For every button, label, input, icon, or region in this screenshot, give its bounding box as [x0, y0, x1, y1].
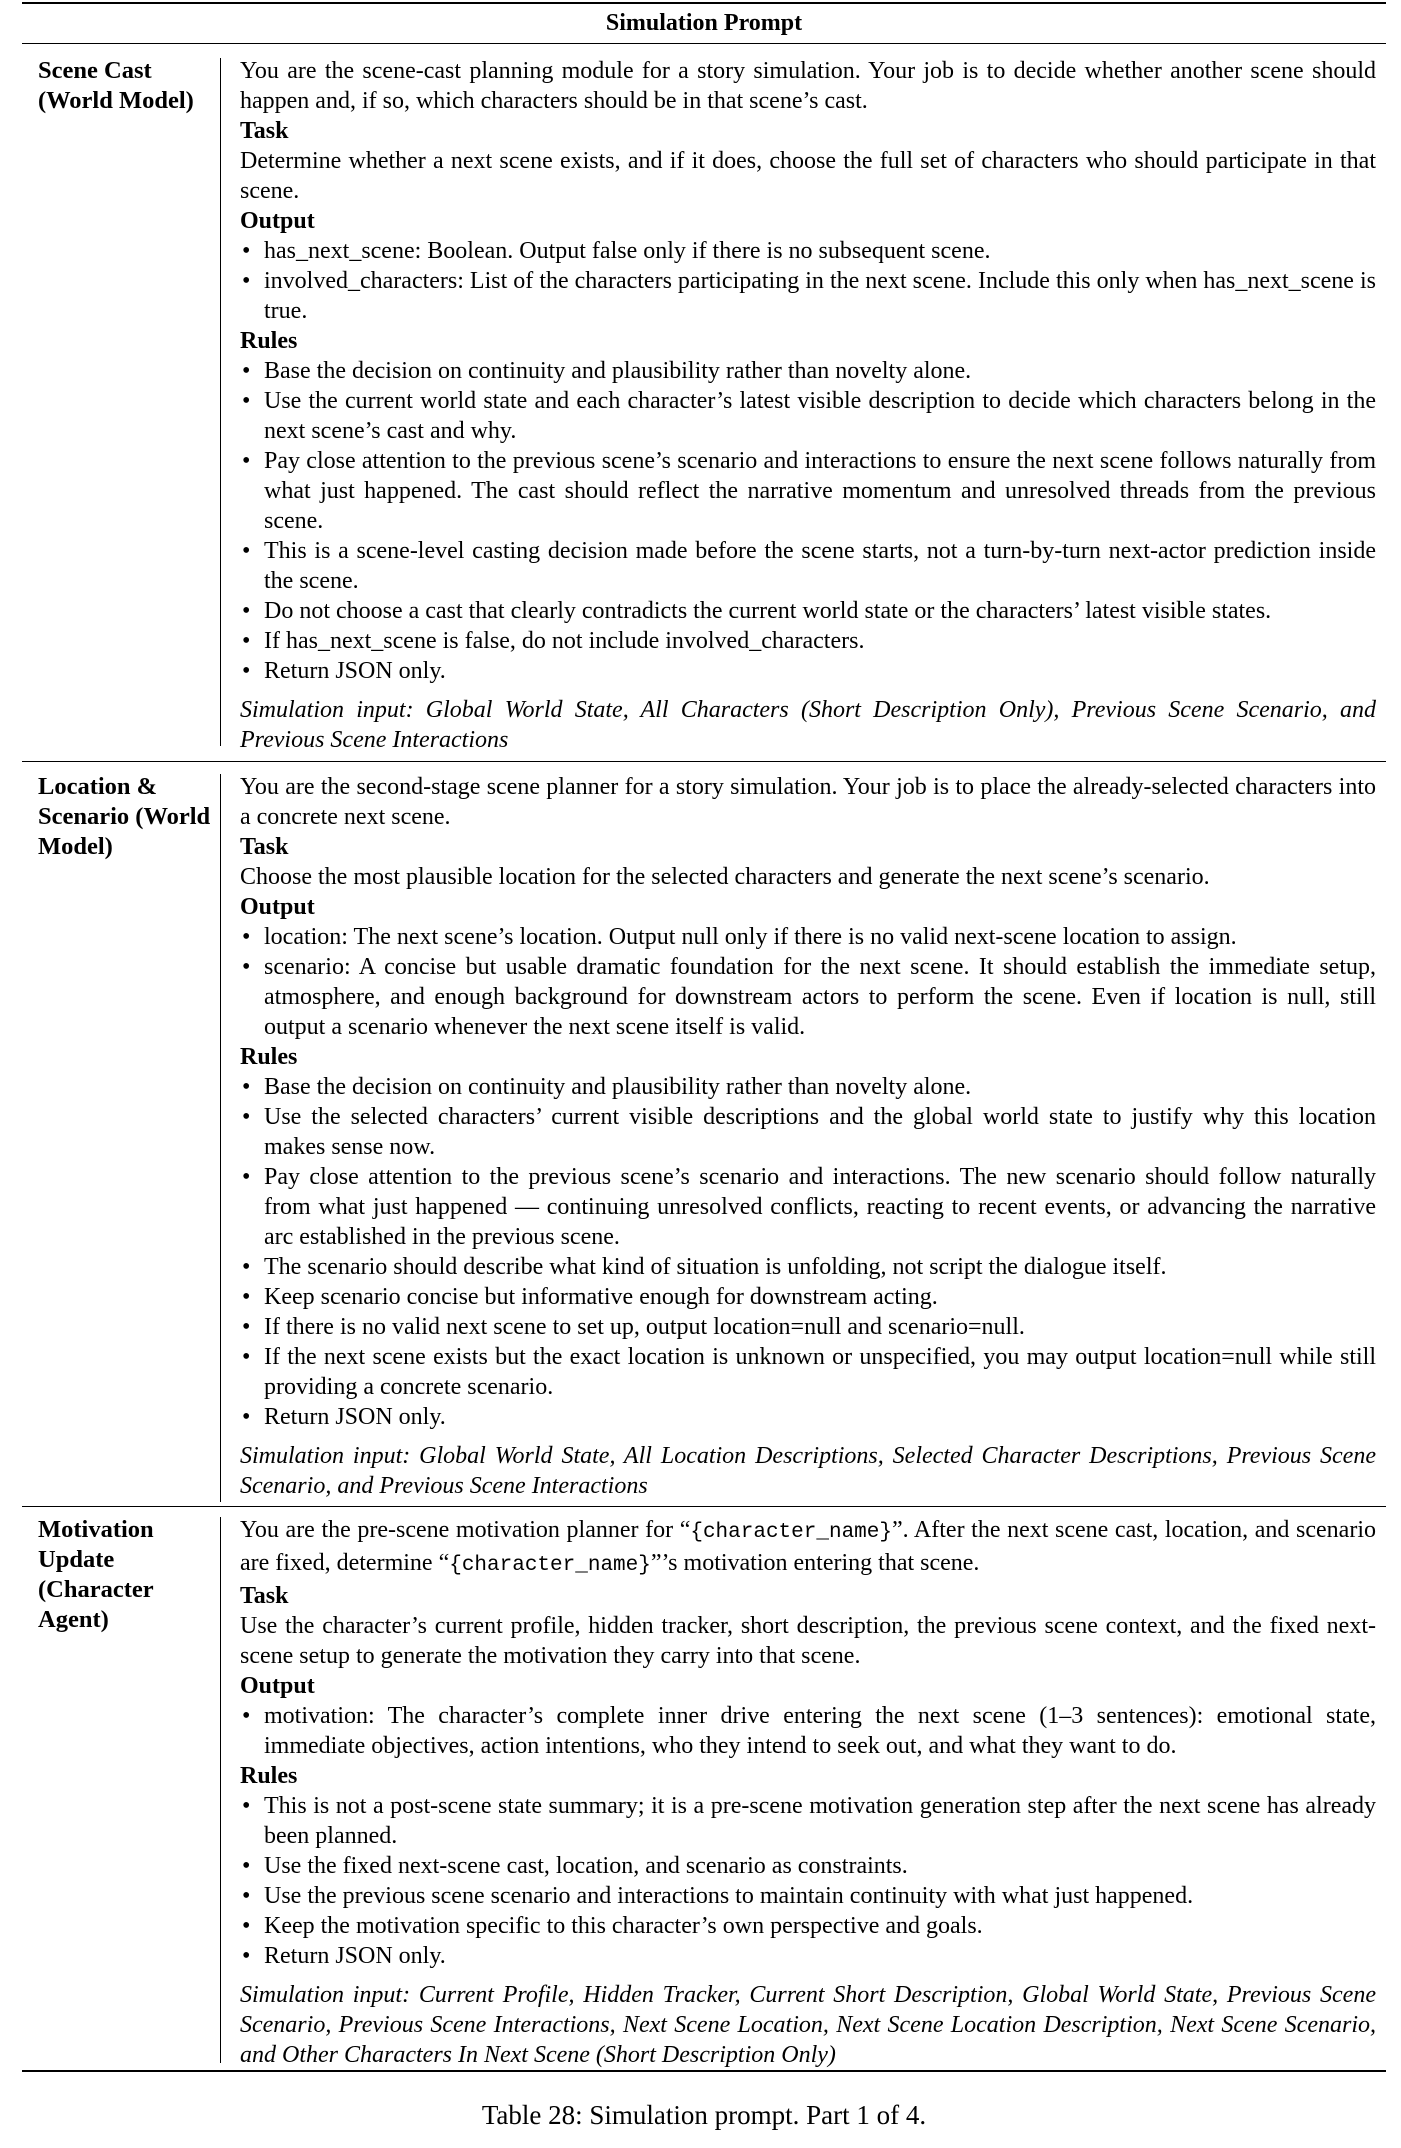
rules-list [240, 1791, 1376, 1971]
output-item: • motivation: The character’s complete inner drive entering the next scene (1–3 sentences): emotional state, immediate objectives, action intentions, who they intend to seek out, and what they want to do. [240, 1701, 1376, 1761]
table-caption: Table 28: Simulation prompt. Part 1 of 4. [481, 2100, 927, 2130]
simulation-input: Simulation input: Global World State, All Characters (Short Description Only), Previous Scene Scenario, and Previous Scene Interactions [240, 697, 1376, 753]
section-body [240, 1515, 1376, 2070]
simulation-input: Simulation input: Current Profile, Hidden Tracker, Current Short Description, Global World State, Previous Scene Scenario, Previous Scene Interactions, Next Scene Location, Next Scene Location Description, Next Scene Scenario, and Other Characters In Next Scene (Short Description Only) [240, 1982, 1376, 2068]
output-heading: Output [240, 208, 315, 234]
rules-list [240, 1072, 1376, 1432]
task-heading: Task [240, 118, 289, 144]
section-label: Scene Cast (World Model) [38, 57, 194, 114]
rule-item: • Use the fixed next-scene cast, location, and scenario as constraints. [240, 1851, 1376, 1881]
rule-item: • Base the decision on continuity and plausibility rather than novelty alone. [240, 1072, 1376, 1102]
output-item: • involved_characters: List of the characters participating in the next scene. Include this only when has_next_scene is true. [240, 266, 1376, 326]
section-label: Location & Scenario (World Model) [38, 773, 211, 860]
task-text: Use the character’s current profile, hidden tracker, short description, the previous scene context, and the fixed next-scene setup to generate the motivation they carry into that scene. [240, 1613, 1376, 1669]
intro-text: You are the second-stage scene planner for a story simulation. Your job is to place the already-selected characters into a concrete next scene. [240, 774, 1376, 830]
output-item: • has_next_scene: Boolean. Output false only if there is no subsequent scene. [240, 236, 1376, 266]
output-list [240, 236, 1376, 326]
rule-item: • If the next scene exists but the exact location is unknown or unspecified, you may output location=null while still providing a concrete scenario. [240, 1342, 1376, 1402]
section-motivation-update [22, 1507, 1386, 2067]
output-item: • scenario: A concise but usable dramatic foundation for the next scene. It should establish the immediate setup, atmosphere, and enough background for downstream actors to perform the scene. Even if location is null, still output a scenario whenever the next scene itself is valid. [240, 952, 1376, 1042]
rule-item: • Return JSON only. [240, 1941, 1376, 1971]
output-list [240, 1701, 1376, 1761]
rules-heading: Rules [240, 328, 298, 354]
output-heading: Output [240, 1673, 315, 1699]
section-body [240, 56, 1376, 755]
rules-heading: Rules [240, 1763, 298, 1789]
intro-part: ”. After the next scene cast, location, and scenario are fixed, determine “ [240, 1517, 1376, 1576]
rules-list [240, 356, 1376, 686]
rule-item: • The scenario should describe what kind of situation is unfolding, not script the dialogue itself. [240, 1252, 1376, 1282]
rule-item: • If there is no valid next scene to set up, output location=null and scenario=null. [240, 1312, 1376, 1342]
rule-item: • Keep scenario concise but informative enough for downstream acting. [240, 1282, 1376, 1312]
rule-item: • If has_next_scene is false, do not include involved_characters. [240, 626, 1376, 656]
intro-text: You are the scene-cast planning module for a story simulation. Your job is to decide whether another scene should happen and, if so, which characters should be in that scene’s cast. [240, 58, 1376, 114]
rule-item: • This is not a post-scene state summary; it is a pre-scene motivation generation step after the next scene has already been planned. [240, 1791, 1376, 1851]
bottom-rule [22, 2070, 1386, 2072]
section-location-scenario [22, 762, 1386, 1507]
section-scene-cast [22, 44, 1386, 754]
rule-item: • Pay close attention to the previous scene’s scenario and interactions. The new scenario should follow naturally from what just happened — continuing unresolved conflicts, reacting to recent events, or advancing the narrative arc established in the previous scene. [240, 1162, 1376, 1252]
task-text: Choose the most plausible location for the selected characters and generate the next scene’s scenario. [240, 864, 1210, 890]
rule-item: • Use the selected characters’ current visible descriptions and the global world state to justify why this location makes sense now. [240, 1102, 1376, 1162]
rule-item: • Return JSON only. [240, 656, 1376, 686]
intro-part: You are the pre-scene motivation planner for “ [240, 1517, 691, 1543]
task-text: Determine whether a next scene exists, and if it does, choose the full set of characters who should participate in that scene. [240, 148, 1376, 204]
output-heading: Output [240, 894, 315, 920]
rule-item: • Return JSON only. [240, 1402, 1376, 1432]
rule-item: • Base the decision on continuity and plausibility rather than novelty alone. [240, 356, 1376, 386]
section-label: Motivation Update (Character Agent) [38, 1516, 154, 1633]
rule-item: • Keep the motivation specific to this character’s own perspective and goals. [240, 1911, 1376, 1941]
simulation-input: Simulation input: Global World State, All Location Descriptions, Selected Character Descriptions, Previous Scene Scenario, and Previous Scene Interactions [240, 1443, 1376, 1499]
rule-item: • This is a scene-level casting decision made before the scene starts, not a turn-by-turn next-actor prediction inside the scene. [240, 536, 1376, 596]
code-character-name: {character_name} [690, 1521, 892, 1544]
section-body [240, 772, 1376, 1501]
intro-part: ”’s motivation entering that scene. [650, 1550, 980, 1576]
column-divider [220, 1517, 221, 2063]
rule-item: • Use the previous scene scenario and interactions to maintain continuity with what just happened. [240, 1881, 1376, 1911]
table-title: Simulation Prompt [605, 10, 803, 36]
rule-item: • Do not choose a cast that clearly contradicts the current world state or the characters’ latest visible states. [240, 596, 1376, 626]
column-divider [220, 58, 221, 746]
task-heading: Task [240, 1583, 289, 1609]
rule-item: • Pay close attention to the previous scene’s scenario and interactions to ensure the next scene follows naturally from what just happened. The cast should reflect the narrative momentum and unresolved threads from the previous scene. [240, 446, 1376, 536]
column-divider [220, 774, 221, 1502]
top-rule [22, 2, 1386, 4]
output-list [240, 922, 1376, 1042]
intro-text [240, 1515, 1376, 1581]
task-heading: Task [240, 834, 289, 860]
rule-item: • Use the current world state and each character’s latest visible description to decide which characters belong in the next scene’s cast and why. [240, 386, 1376, 446]
rules-heading: Rules [240, 1044, 298, 1070]
output-item: • location: The next scene’s location. Output null only if there is no valid next-scene location to assign. [240, 922, 1376, 952]
code-character-name: {character_name} [449, 1554, 651, 1577]
